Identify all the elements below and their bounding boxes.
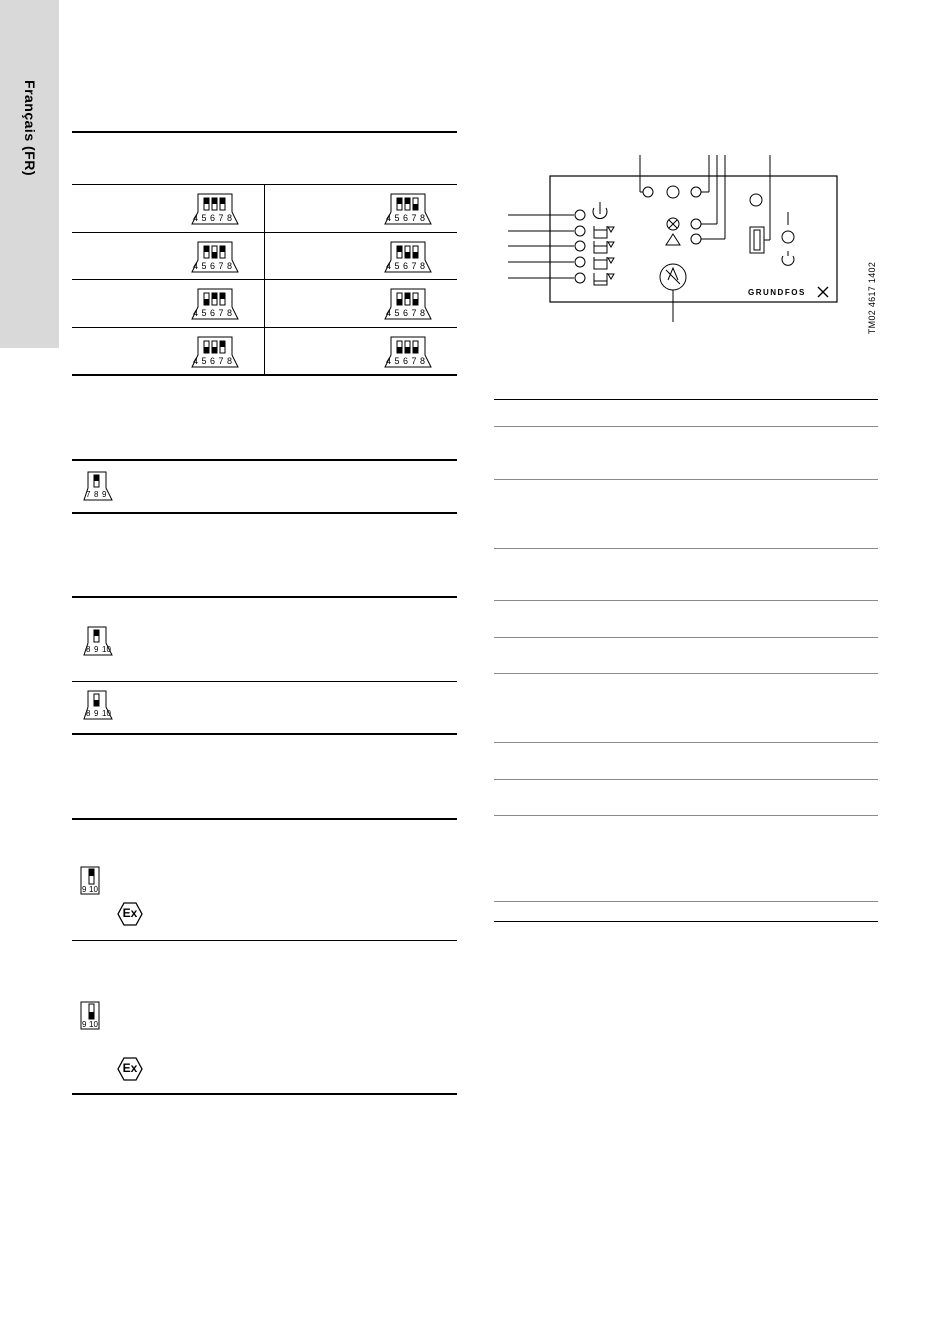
dip-switch-number-label: 4	[386, 308, 392, 318]
dip-switch-number-label: 7	[411, 213, 417, 223]
dip-switch-number-label: 5	[201, 356, 207, 366]
dip-switch-number-label: 7	[411, 261, 417, 271]
dip-switch-7-9-icon	[82, 470, 114, 507]
language-label: Français (FR)	[22, 80, 38, 176]
table-rule	[494, 779, 878, 780]
table-top-rule	[72, 459, 457, 461]
table-rule	[72, 681, 457, 682]
table-rule	[72, 940, 457, 941]
dip-switch-number-label: 4	[386, 261, 392, 271]
control-panel-diagram	[500, 150, 850, 330]
ex-mark-label: Ex	[122, 1061, 138, 1075]
dip-switch-number-label: 8	[420, 308, 426, 318]
dip-switch-number-label: 10	[102, 645, 111, 654]
dip-switch-8-10-icon	[82, 625, 114, 662]
table-bottom-rule	[72, 512, 457, 514]
dip-switch-number-label: 7	[86, 490, 91, 499]
dip-switch-number-label: 8	[420, 213, 426, 223]
dip-switch-number-label: 9	[82, 885, 87, 894]
table-rule	[494, 637, 878, 638]
dip-switch-number-label: 5	[394, 213, 400, 223]
table-top-rule	[72, 596, 457, 598]
dip-switch-number-label: 7	[411, 356, 417, 366]
table-bottom-rule	[72, 733, 457, 735]
dip-switch-number-label: 8	[420, 261, 426, 271]
dip-switch-number-label: 5	[201, 261, 207, 271]
dip-switch-number-label: 4	[193, 356, 199, 366]
dip-switch-number-label: 8	[227, 213, 233, 223]
dip-switch-number-label: 7	[411, 308, 417, 318]
table-top-rule	[72, 131, 457, 133]
dip-switch-number-label: 9	[94, 709, 99, 718]
table-rule	[494, 479, 878, 480]
table-rule	[494, 742, 878, 743]
ex-mark-label: Ex	[122, 906, 138, 920]
dip-switch-number-label: 4	[193, 213, 199, 223]
dip-switch-number-label: 5	[201, 308, 207, 318]
ex-mark-icon	[117, 1057, 143, 1086]
table-top-rule	[494, 399, 878, 400]
table-rule	[494, 600, 878, 601]
table-bottom-rule	[494, 921, 878, 922]
dip-switch-number-label: 5	[201, 213, 207, 223]
table-rule	[494, 673, 878, 674]
dip-switch-number-label: 7	[218, 261, 224, 271]
dip-switch-9-10-icon	[80, 865, 102, 902]
table-top-rule	[72, 818, 457, 820]
dip-switch-number-label: 6	[210, 261, 216, 271]
dip-switch-number-label: 8	[94, 490, 99, 499]
dip-switch-number-label: 10	[102, 709, 111, 718]
dip-switch-number-label: 7	[218, 356, 224, 366]
dip-switch-number-label: 9	[102, 490, 107, 499]
dip-switch-number-label: 6	[403, 261, 409, 271]
dip-switch-number-label: 4	[386, 356, 392, 366]
dip-switch-number-label: 5	[394, 308, 400, 318]
table-rule	[494, 901, 878, 902]
dip-switch-number-label: 9	[94, 645, 99, 654]
table-rule	[494, 426, 878, 427]
dip-switch-number-label: 8	[227, 308, 233, 318]
dip-switch-number-label: 6	[210, 308, 216, 318]
dip-switch-number-label: 6	[403, 213, 409, 223]
dip-switch-number-label: 8	[86, 645, 91, 654]
dip-switch-number-label: 8	[420, 356, 426, 366]
dip-switch-number-label: 8	[227, 261, 233, 271]
dip-switch-number-label: 4	[193, 261, 199, 271]
dip-switch-number-label: 6	[403, 308, 409, 318]
brand-logo: GRUNDFOS	[748, 288, 806, 297]
table-rule	[494, 815, 878, 816]
dip-switch-number-label: 7	[218, 213, 224, 223]
dip-switch-number-label: 5	[394, 261, 400, 271]
table-column-divider	[264, 184, 265, 374]
dip-switch-number-label: 8	[227, 356, 233, 366]
dip-switch-number-label: 8	[86, 709, 91, 718]
dip-switch-number-label: 6	[403, 356, 409, 366]
dip-switch-number-label: 10	[89, 1020, 98, 1029]
dip-switch-number-label: 6	[210, 213, 216, 223]
dip-switch-9-10-icon	[80, 1000, 102, 1037]
dip-switch-number-label: 5	[394, 356, 400, 366]
dip-switch-number-label: 6	[210, 356, 216, 366]
dip-switch-number-label: 9	[82, 1020, 87, 1029]
dip-switch-number-label: 7	[218, 308, 224, 318]
table-rule	[494, 548, 878, 549]
dip-switch-8-10-icon	[82, 689, 114, 726]
dip-switch-number-label: 4	[386, 213, 392, 223]
table-bottom-rule	[72, 1093, 457, 1095]
dip-switch-number-label: 10	[89, 885, 98, 894]
figure-reference-code: TM02 4617 1402	[867, 261, 877, 335]
ex-mark-icon	[117, 902, 143, 931]
language-tab	[0, 0, 59, 348]
dip-switch-number-label: 4	[193, 308, 199, 318]
